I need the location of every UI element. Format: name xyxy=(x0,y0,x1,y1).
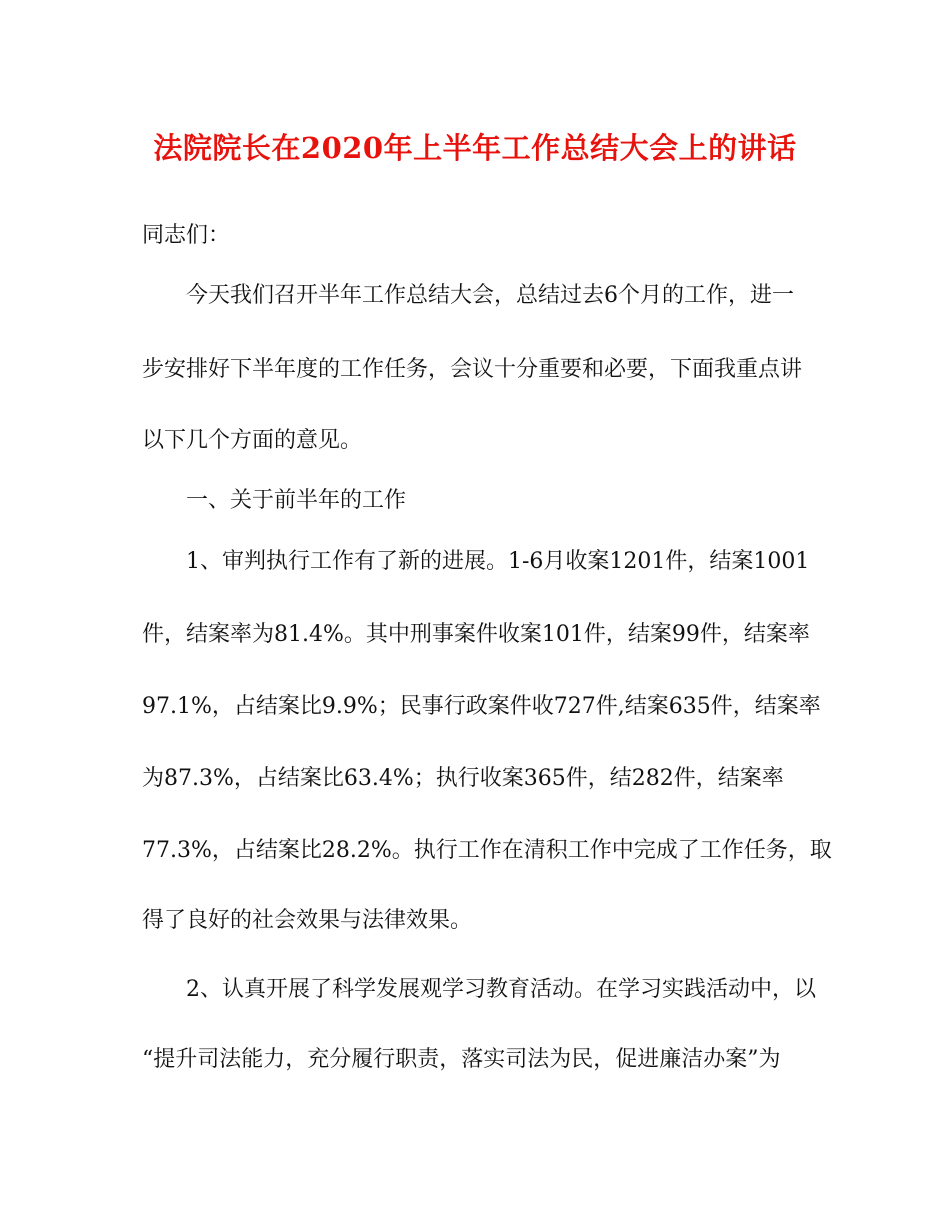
paragraph-line: 得了良好的社会效果与法律效果。 xyxy=(142,908,473,933)
salutation: 同志们： xyxy=(142,223,231,248)
paragraph-line: 件，结案率为81.4%。其中刑事案件收案101件，结案99件，结案率 xyxy=(142,622,810,647)
paragraph-line: 2、认真开展了科学发展观学习教育活动。在学习实践活动中，以 xyxy=(186,977,816,1002)
paragraph-line: 1、审判执行工作有了新的进展。1-6月收案1201件，结案1001 xyxy=(186,549,810,574)
paragraph-line: 97.1%，占结案比9.9%；民事行政案件收727件,结案635件，结案率 xyxy=(142,694,821,719)
paragraph-line: 以下几个方面的意见。 xyxy=(142,428,363,453)
document-title: 法院院长在2020年上半年工作总结大会上的讲话 xyxy=(153,131,797,165)
paragraph-line: 今天我们召开半年工作总结大会，总结过去6个月的工作，进一 xyxy=(186,283,794,308)
paragraph-line: “提升司法能力，充分履行职责，落实司法为民，促进廉洁办案”为 xyxy=(142,1047,781,1072)
section-heading: 一、关于前半年的工作 xyxy=(186,488,407,513)
paragraph-line: 77.3%，占结案比28.2%。执行工作在清积工作中完成了工作任务，取 xyxy=(142,838,832,863)
paragraph-line: 为87.3%，占结案比63.4%；执行收案365件，结282件，结案率 xyxy=(142,766,784,791)
paragraph-line: 步安排好下半年度的工作任务，会议十分重要和必要，下面我重点讲 xyxy=(142,357,803,382)
